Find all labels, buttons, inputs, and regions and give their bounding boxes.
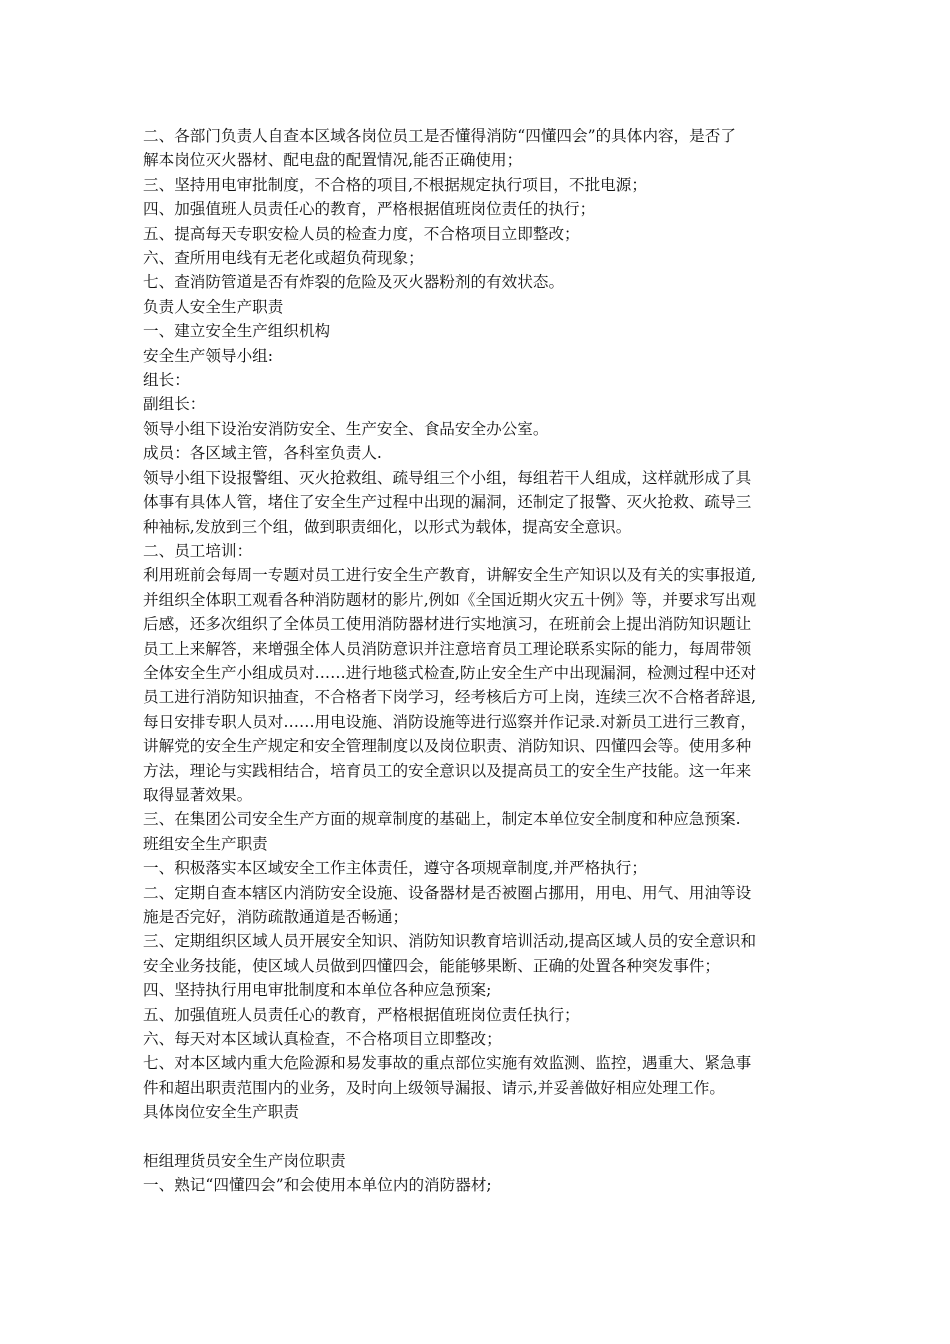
text-line: 五、提高每天专职安检人员的检查力度，不合格项目立即整改； bbox=[143, 224, 580, 243]
text-line: 组长： bbox=[143, 371, 190, 390]
text-line: 讲解党的安全生产规定和安全管理制度以及岗位职责、消防知识、四懂四会等。使用多种 bbox=[143, 737, 752, 756]
text-line: 五、加强值班人员责任心的教育，严格根据值班岗位责任执行； bbox=[143, 1005, 580, 1024]
text-line: 六、查所用电线有无老化或超负荷现象； bbox=[143, 249, 424, 268]
text-line: 一、熟记“四懂四会”和会使用本单位内的消防器材; bbox=[143, 1176, 492, 1195]
text-line: 施是否完好，消防疏散通道是否畅通； bbox=[143, 908, 409, 926]
text-line: 三、定期组织区域人员开展安全知识、消防知识教育培训活动,提高区域人员的安全意识和 bbox=[143, 932, 757, 951]
document-body bbox=[143, 124, 808, 1198]
text-line: 柜组理货员安全生产岗位职责 bbox=[143, 1152, 346, 1171]
text-line: 七、查消防管道是否有炸裂的危险及灭火器粉剂的有效状态。 bbox=[143, 273, 565, 292]
text-line: 领导小组下设报警组、灭火抢救组、疏导组三个小组，每组若干人组成，这样就形成了具 bbox=[143, 468, 752, 487]
text-line: 后感，还多次组织了全体员工使用消防器材进行实地演习，在班前会上提出消防知识题让 bbox=[143, 615, 752, 634]
text-line: 并组织全体职工观看各种消防题材的影片,例如《全国近期火灾五十例》等，并要求写出观 bbox=[143, 590, 757, 609]
text-line: 员工上来解答，来增强全体人员消防意识并注意培育员工理论联系实际的能力，每周带领 bbox=[143, 639, 752, 658]
text-line: 领导小组下设治安消防安全、生产安全、食品安全办公室。 bbox=[143, 419, 549, 438]
text-line: 一、积极落实本区域安全工作主体责任，遵守各项规章制度,并严格执行； bbox=[143, 859, 647, 878]
text-line: 员工进行消防知识抽查，不合格者下岗学习，经考核后方可上岗，连续三次不合格者辞退, bbox=[143, 688, 757, 707]
text-line: 六、每天对本区域认真检查，不合格项目立即整改； bbox=[143, 1030, 502, 1049]
text-line: 三、坚持用电审批制度，不合格的项目,不根据规定执行项目，不批电源； bbox=[143, 175, 647, 194]
text-line: 方法，理论与实践相结合，培育员工的安全意识以及提高员工的安全生产技能。这一年来 bbox=[143, 761, 752, 780]
text-line: 二、定期自查本辖区内消防安全设施、设备器材是否被圈占挪用，用电、用气、用油等设 bbox=[143, 883, 752, 902]
text-line: 四、坚持执行用电审批制度和本单位各种应急预案; bbox=[143, 981, 492, 1000]
text-line: 种袖标,发放到三个组，做到职责细化，以形式为载体，提高安全意识。 bbox=[143, 517, 632, 536]
text-line: 七、对本区域内重大危险源和易发事故的重点部位实施有效监测、监控，遇重大、紧急事 bbox=[143, 1054, 752, 1073]
text-line: 成员：各区域主管，各科室负责人. bbox=[143, 444, 382, 463]
text-line: 安全生产领导小组: bbox=[143, 346, 274, 365]
text-line: 取得显著效果。 bbox=[143, 785, 253, 804]
text-line: 负责人安全生产职责 bbox=[143, 297, 284, 316]
text-line: 件和超出职责范围内的业务，及时向上级领导漏报、请示,并妥善做好相应处理工作。 bbox=[143, 1078, 725, 1097]
text-line: 全体安全生产小组成员对……进行地毯式检查,防止安全生产中出现漏洞，检测过程中还对 bbox=[143, 663, 757, 682]
text-line: 二、各部门负责人自查本区域各岗位员工是否懂得消防“四懂四会”的具体内容，是否了 bbox=[143, 127, 736, 145]
text-line: 利用班前会每周一专题对员工进行安全生产教育，讲解安全生产知识以及有关的实事报道, bbox=[143, 566, 757, 585]
text-line: 体事有具体人管，堵住了安全生产过程中出现的漏洞，还制定了报警、灭火抢救、疏导三 bbox=[143, 493, 752, 512]
text-line: 一、建立安全生产组织机构 bbox=[143, 322, 331, 341]
text-line: 副组长： bbox=[143, 395, 206, 414]
text-line: 安全业务技能，使区域人员做到四懂四会，能能够果断、正确的处置各种突发事件； bbox=[143, 956, 720, 975]
text-line: 解本岗位灭火器材、配电盘的配置情况,能否正确使用； bbox=[143, 151, 523, 170]
text-line: 三、在集团公司安全生产方面的规章制度的基础上，制定本单位安全制度和种应急预案. bbox=[143, 810, 741, 829]
text-line: 二、员工培训： bbox=[143, 541, 253, 560]
text-line: 每日安排专职人员对……用电设施、消防设施等进行巡察并作记录.对新员工进行三教育， bbox=[143, 712, 757, 731]
text-line: 四、加强值班人员责任心的教育，严格根据值班岗位责任的执行； bbox=[143, 200, 596, 219]
text-line: 具体岗位安全生产职责 bbox=[143, 1103, 299, 1122]
text-line: 班组安全生产职责 bbox=[143, 834, 268, 853]
blank-line bbox=[143, 1125, 808, 1149]
